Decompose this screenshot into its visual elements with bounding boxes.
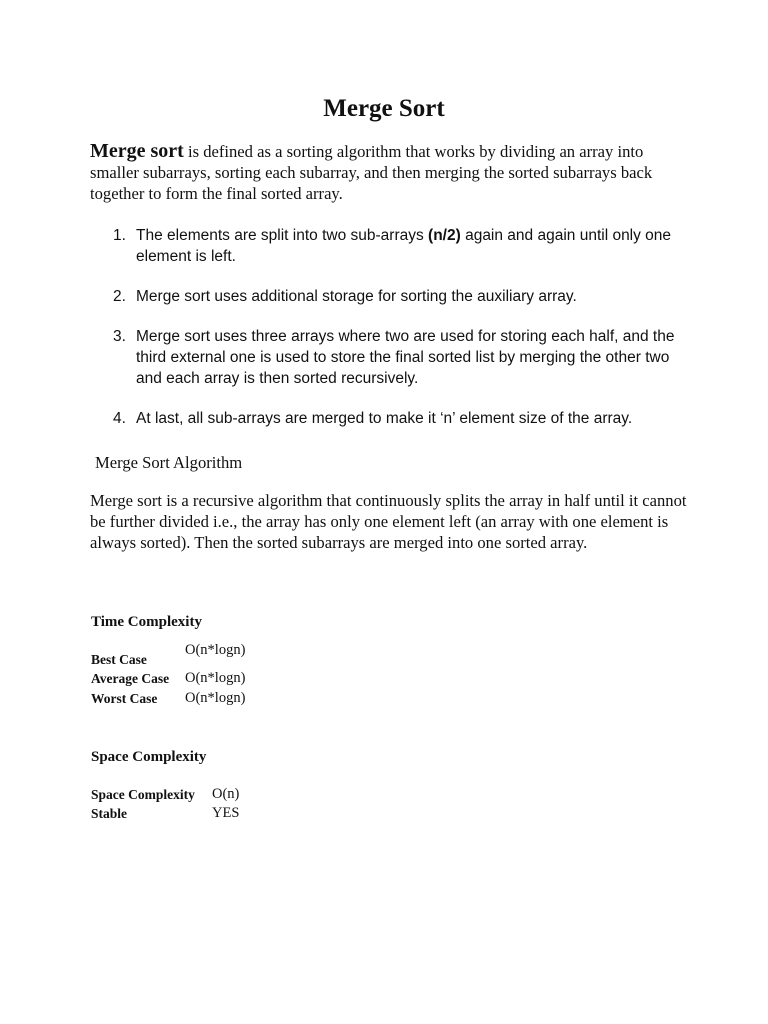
best-case-label: Best Case bbox=[91, 652, 147, 667]
page-title: Merge Sort bbox=[323, 95, 445, 122]
list-item-number: 1. bbox=[113, 227, 126, 244]
intro-text: is defined as a sorting algorithm that works by dividing an array into smaller subarrays, sorting each subarray, and then merging the sorted subarrays back together to form the final sorted array. bbox=[90, 142, 653, 203]
list-item-number: 2. bbox=[113, 288, 126, 305]
time-complexity-heading: Time Complexity bbox=[91, 614, 202, 630]
average-case-label: Average Case bbox=[91, 671, 170, 686]
properties-list bbox=[90, 225, 690, 448]
list-item bbox=[90, 326, 690, 389]
space-complexity-heading: Space Complexity bbox=[91, 749, 207, 765]
list-item-number: 4. bbox=[113, 410, 126, 427]
list-item bbox=[90, 286, 690, 307]
list-item bbox=[90, 408, 690, 429]
average-case-value: O(n*logn) bbox=[185, 670, 246, 686]
list-item-text: The elements are split into two sub-arrays (n/2) again and again until only one element is left. bbox=[136, 227, 672, 265]
stable-label: Stable bbox=[91, 806, 128, 821]
list-item-text: At last, all sub-arrays are merged to make it ‘n’ element size of the array. bbox=[136, 410, 633, 427]
intro-paragraph bbox=[90, 141, 690, 204]
list-item-text: Merge sort uses additional storage for sorting the auxiliary array. bbox=[136, 288, 577, 305]
stable-value: YES bbox=[212, 805, 240, 821]
space-complexity-label: Space Complexity bbox=[91, 787, 195, 802]
list-item-text: Merge sort uses three arrays where two are used for storing each half, and the third external one is used to store the final sorted list by merging the other two and each array is then sorted recursively. bbox=[136, 328, 675, 387]
list-item-emphasis: (n/2) bbox=[428, 227, 461, 244]
algorithm-paragraph: Merge sort is a recursive algorithm that continuously splits the array in half until it cannot be further divided i.e., the array has only one element left (an array with one element is always sorted). Then the sorted subarrays are merged into one sorted array. bbox=[90, 491, 687, 552]
worst-case-value: O(n*logn) bbox=[185, 690, 246, 706]
list-item bbox=[90, 225, 690, 267]
space-complexity-value: O(n) bbox=[212, 786, 240, 802]
worst-case-label: Worst Case bbox=[91, 691, 158, 706]
intro-lead-term: Merge sort bbox=[90, 140, 184, 162]
best-case-value: O(n*logn) bbox=[185, 642, 246, 658]
algorithm-heading: Merge Sort Algorithm bbox=[95, 453, 243, 472]
list-item-number: 3. bbox=[113, 328, 126, 345]
